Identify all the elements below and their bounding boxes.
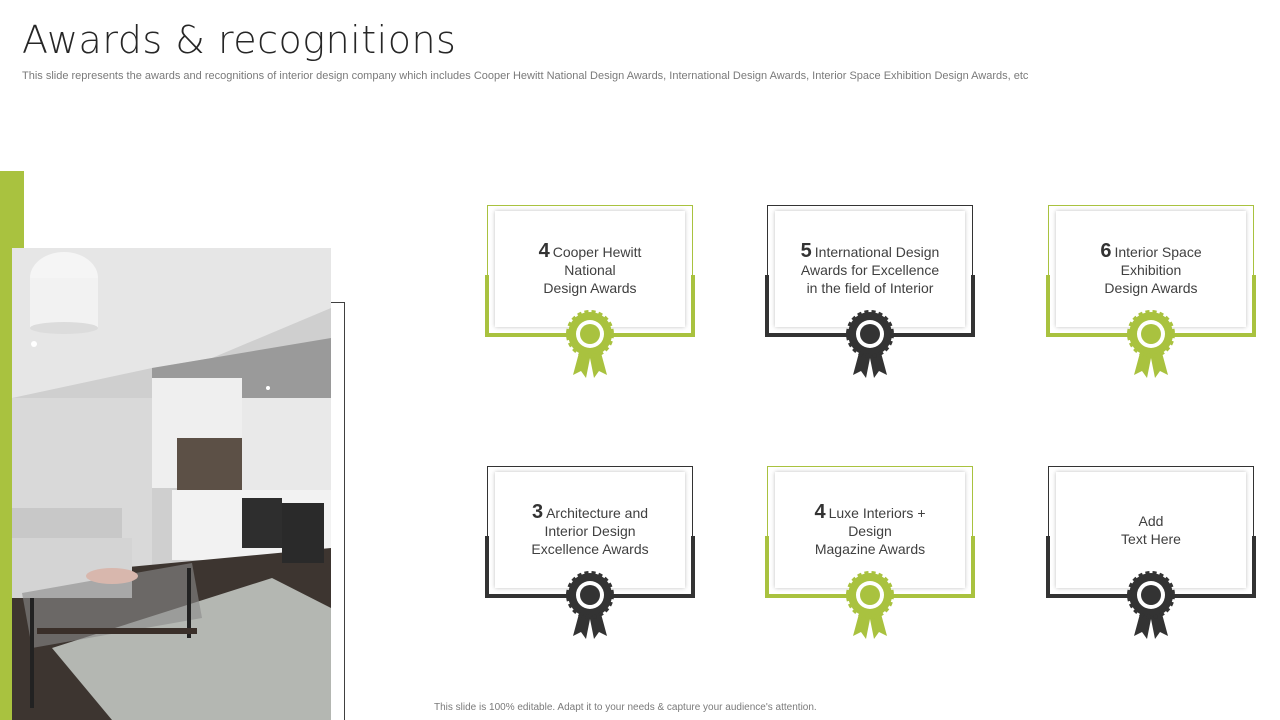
page-title: Awards & recognitions — [22, 18, 457, 62]
award-number: 6 — [1100, 239, 1112, 262]
medal-icon — [565, 570, 615, 640]
medal-icon — [565, 309, 615, 379]
award-card-1 — [485, 205, 695, 385]
medal-icon — [845, 570, 895, 640]
footer-note: This slide is 100% editable. Adapt it to your needs & capture your audience's attention. — [434, 702, 817, 713]
award-card-6 — [1046, 466, 1256, 646]
award-card-3 — [1046, 205, 1256, 385]
award-card-5 — [765, 466, 975, 646]
award-text: 6 Interior Space Exhibition Design Awards — [1100, 239, 1202, 296]
award-text: 4 Luxe Interiors + Design Magazine Awards — [814, 500, 926, 557]
medal-icon — [1126, 570, 1176, 640]
award-card-4 — [485, 466, 695, 646]
award-text: Add Text Here — [1121, 513, 1181, 547]
medal-icon — [1126, 309, 1176, 379]
award-text: 3 Architecture and Interior Design Excellence Awards — [531, 500, 649, 557]
award-number: 4 — [814, 500, 826, 523]
award-number: 5 — [800, 239, 812, 262]
award-number: 4 — [538, 239, 550, 262]
interior-photo — [12, 248, 331, 720]
award-number: 3 — [531, 500, 544, 523]
award-card-2 — [765, 205, 975, 385]
award-text: 5 International Design Awards for Excellence in the field of Interior — [800, 239, 940, 296]
page-subtitle: This slide represents the awards and recognitions of interior design company which includes Cooper Hewitt National Design Awards, International Design Awards, Interior Space Exhibition Design Awards, etc — [22, 70, 1029, 82]
medal-icon — [845, 309, 895, 379]
award-text: 4 Cooper Hewitt National Design Awards — [538, 239, 642, 296]
